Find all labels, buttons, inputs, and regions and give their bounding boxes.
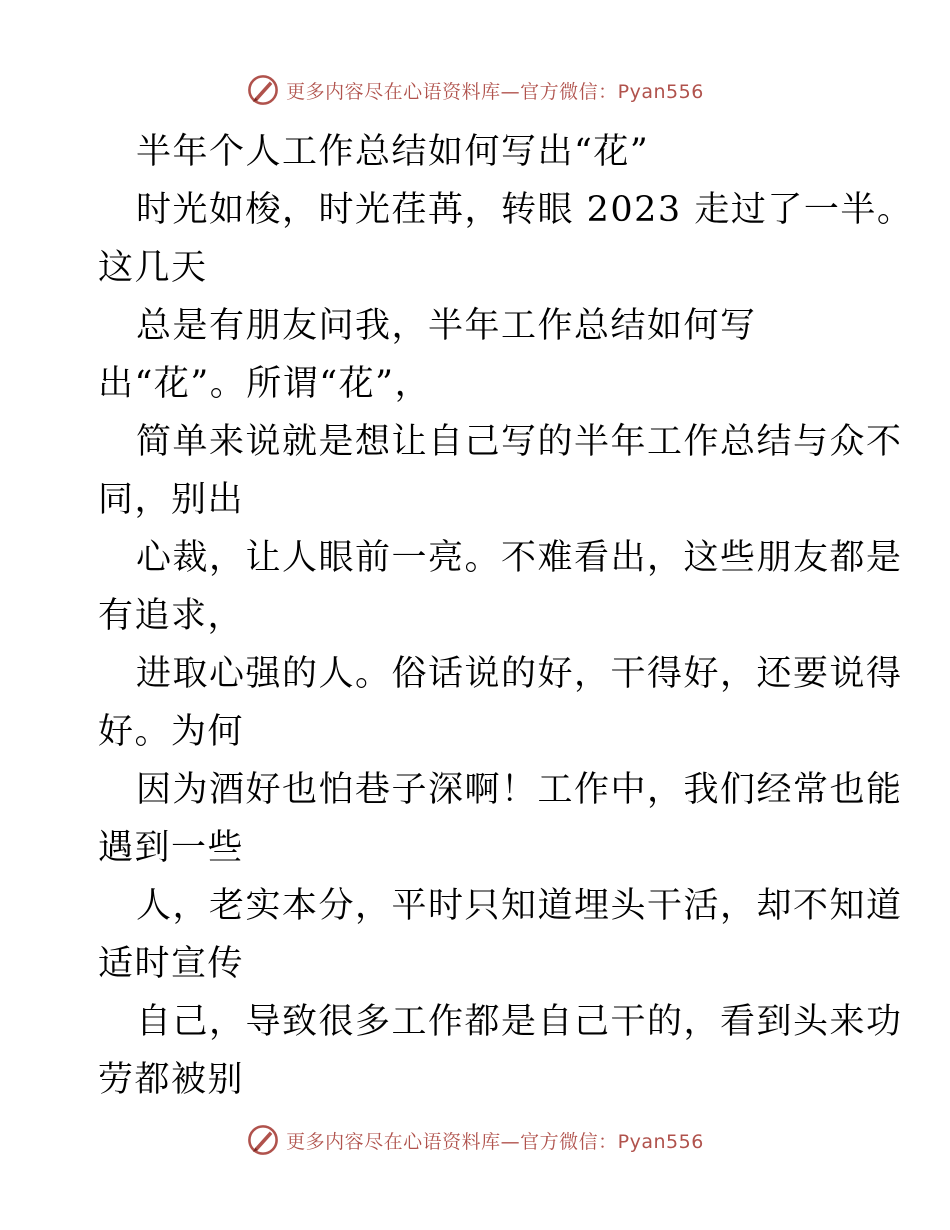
document-line: 适时宣传 [98, 944, 245, 984]
document-line: 时光如梭，时光荏苒，转眼 2023 走过了一半。 [136, 190, 914, 230]
document-line: 因为酒好也怕巷子深啊！工作中，我们经常也能 [136, 770, 903, 810]
quill-pen-logo-icon [246, 1123, 280, 1157]
document-line: 自己，导致很多工作都是自己干的，看到头来功 [136, 1002, 903, 1042]
document-line: 同，别出 [98, 480, 245, 520]
document-line: 半年个人工作总结如何写出“花” [136, 132, 650, 172]
document-line: 人，老实本分，平时只知道埋头干活，却不知道 [136, 886, 903, 926]
document-body [98, 123, 914, 1109]
document-line: 心裁，让人眼前一亮。不难看出，这些朋友都是 [136, 538, 903, 578]
footer-watermark [0, 1120, 950, 1160]
document-line: 出“花”。所谓“花”， [98, 364, 432, 404]
document-line: 进取心强的人。俗话说的好，干得好，还要说得 [136, 654, 903, 694]
document-line: 简单来说就是想让自己写的半年工作总结与众不 [136, 422, 903, 462]
header-watermark [0, 70, 950, 110]
footer-watermark-text: 更多内容尽在心语资料库—官方微信：Pyan556 [286, 1130, 704, 1153]
document-line: 好。为何 [98, 712, 245, 752]
document-line: 遇到一些 [98, 828, 245, 868]
document-line: 总是有朋友问我，半年工作总结如何写 [136, 306, 757, 346]
document-line: 劳都被别 [98, 1060, 245, 1100]
document-line: 有追求， [98, 596, 245, 636]
quill-pen-logo-icon [246, 73, 280, 107]
header-watermark-text: 更多内容尽在心语资料库—官方微信：Pyan556 [286, 80, 704, 103]
document-line: 这几天 [98, 248, 208, 288]
